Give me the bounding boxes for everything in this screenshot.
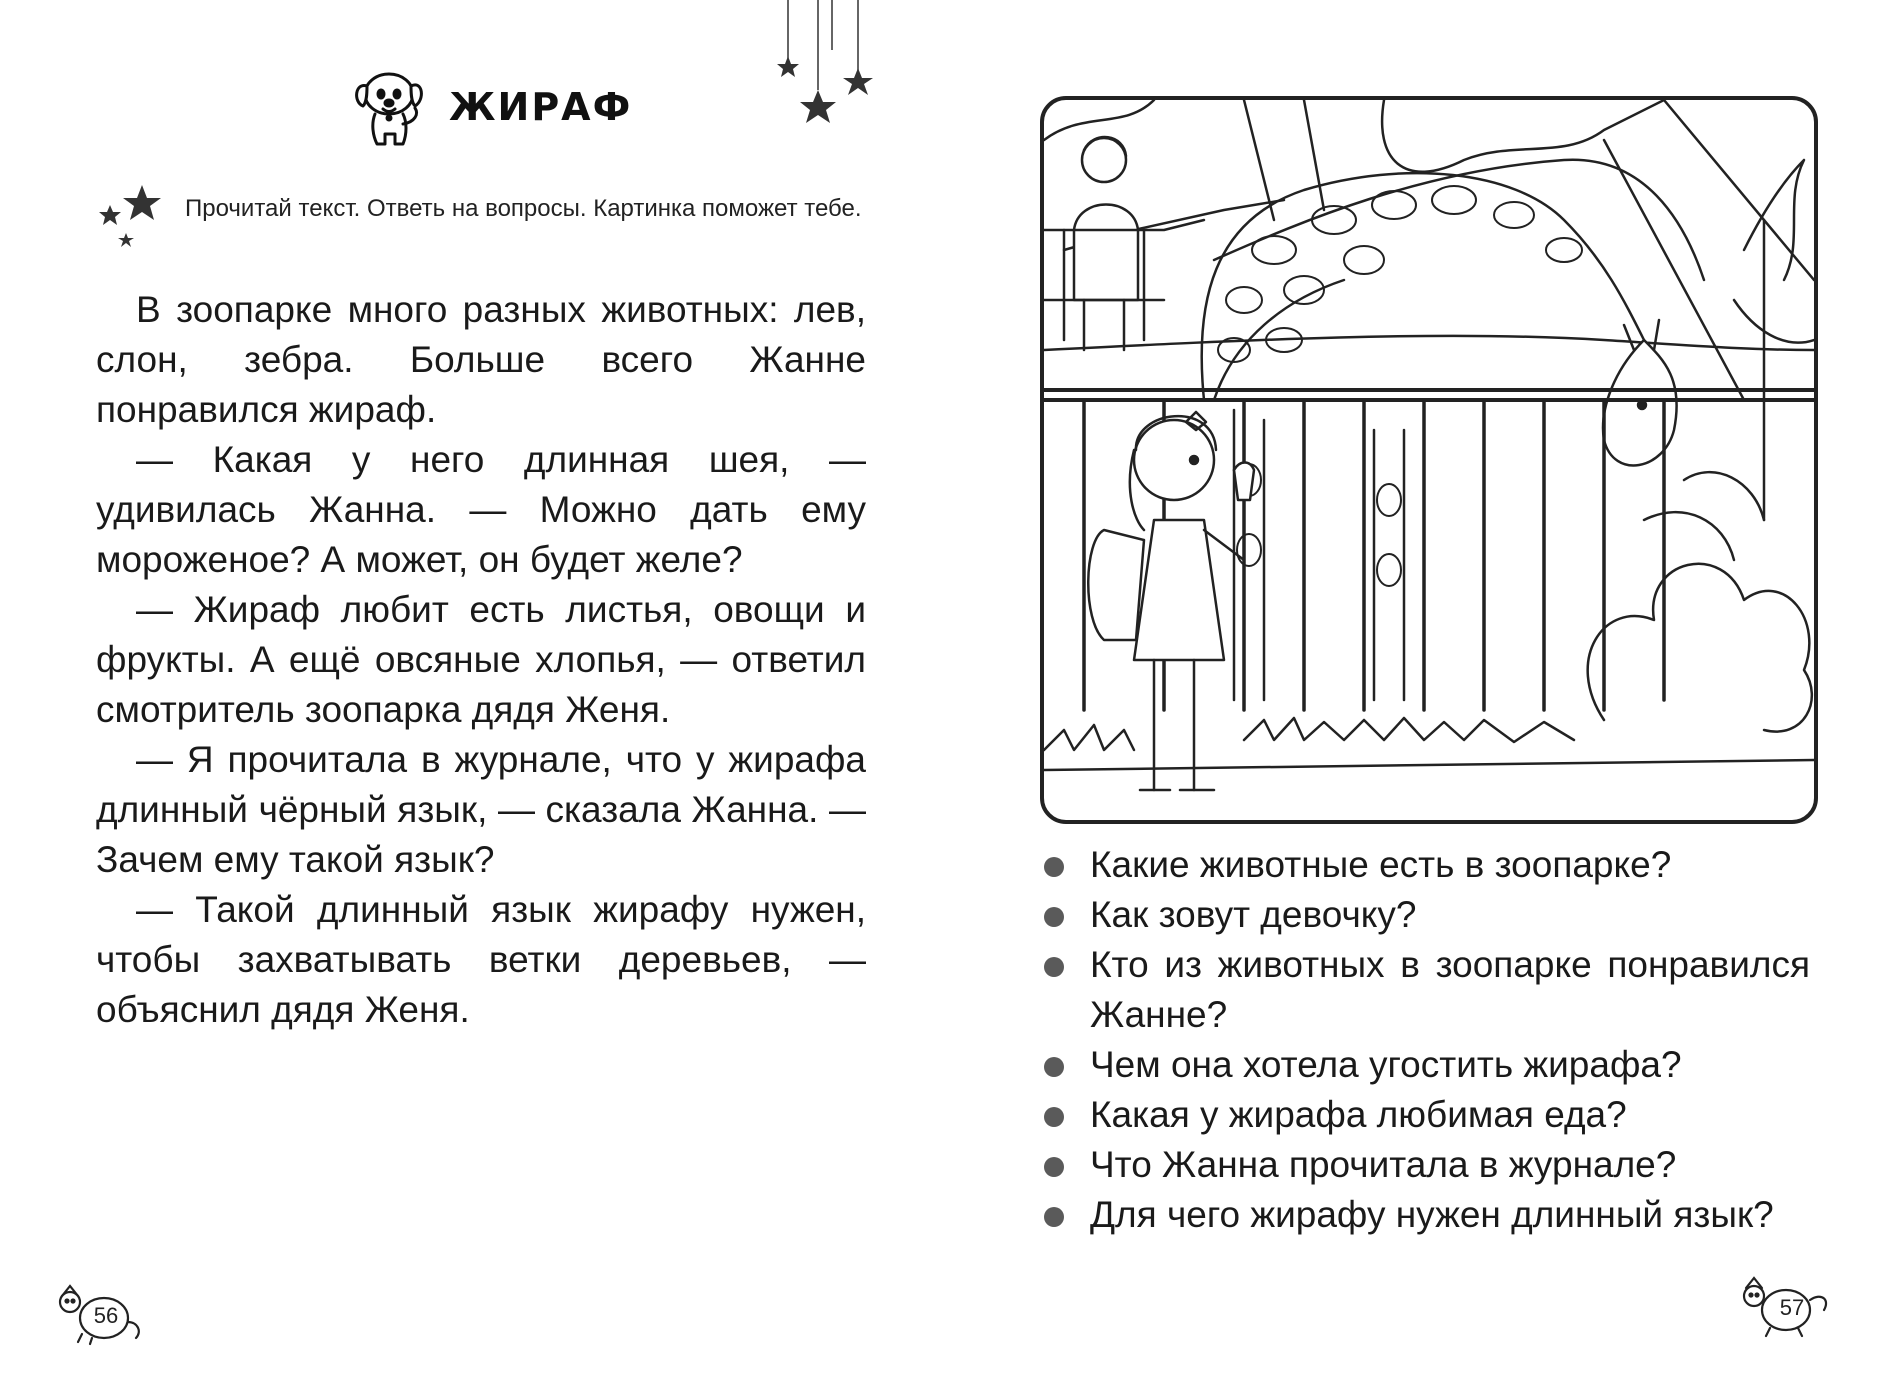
- story-paragraph: — Такой длинный язык жирафу нужен, чтобы захватывать ветки деревьев, — объяснил дядя Женя.: [96, 889, 866, 1030]
- list-item: Как зовут девочку?: [1040, 890, 1810, 940]
- story-text: [96, 285, 866, 1035]
- title-block: [345, 62, 632, 152]
- list-item: Для чего жирафу нужен длинный язык?: [1040, 1190, 1810, 1240]
- list-item: Что Жанна прочитала в журнале?: [1040, 1140, 1810, 1190]
- story-paragraph: В зоопарке много разных животных: лев, слон, зебра. Больше всего Жанне понравился жираф.: [96, 289, 866, 430]
- story-paragraph: — Какая у него длинная шея, — удивилась Жанна. — Можно дать ему мороженое? А может, он будет желе?: [96, 439, 866, 580]
- giraffe-zoo-illustration: [1040, 96, 1818, 824]
- hanging-stars-icon: [770, 0, 880, 135]
- instruction-text: Прочитай текст. Ответь на вопросы. Картинка поможет тебе.: [185, 195, 862, 222]
- page-number-right: [1742, 1270, 1832, 1340]
- page-title: ЖИРАФ: [449, 85, 633, 129]
- questions-list: [1040, 840, 1810, 1240]
- right-page: [946, 0, 1892, 1388]
- list-item: Чем она хотела угостить жирафа?: [1040, 1040, 1810, 1090]
- list-item: Какие животные есть в зоопарке?: [1040, 840, 1810, 890]
- list-item: Какая у жирафа любимая еда?: [1040, 1090, 1810, 1140]
- page-number-left: [56, 1278, 146, 1348]
- list-item: Кто из животных в зоопарке понравился Жанне?: [1040, 940, 1810, 1040]
- stars-icon: [96, 185, 166, 255]
- puppy-icon: [345, 62, 429, 152]
- page-number: 57: [1779, 1295, 1805, 1320]
- page-number: 56: [93, 1303, 119, 1328]
- story-paragraph: — Я прочитала в журнале, что у жирафа длинный чёрный язык, — сказала Жанна. — Зачем ему такой язык?: [96, 739, 866, 880]
- story-paragraph: — Жираф любит есть листья, овощи и фрукты. А ещё овсяные хлопья, — ответил смотритель зоопарка дядя Женя.: [96, 589, 866, 730]
